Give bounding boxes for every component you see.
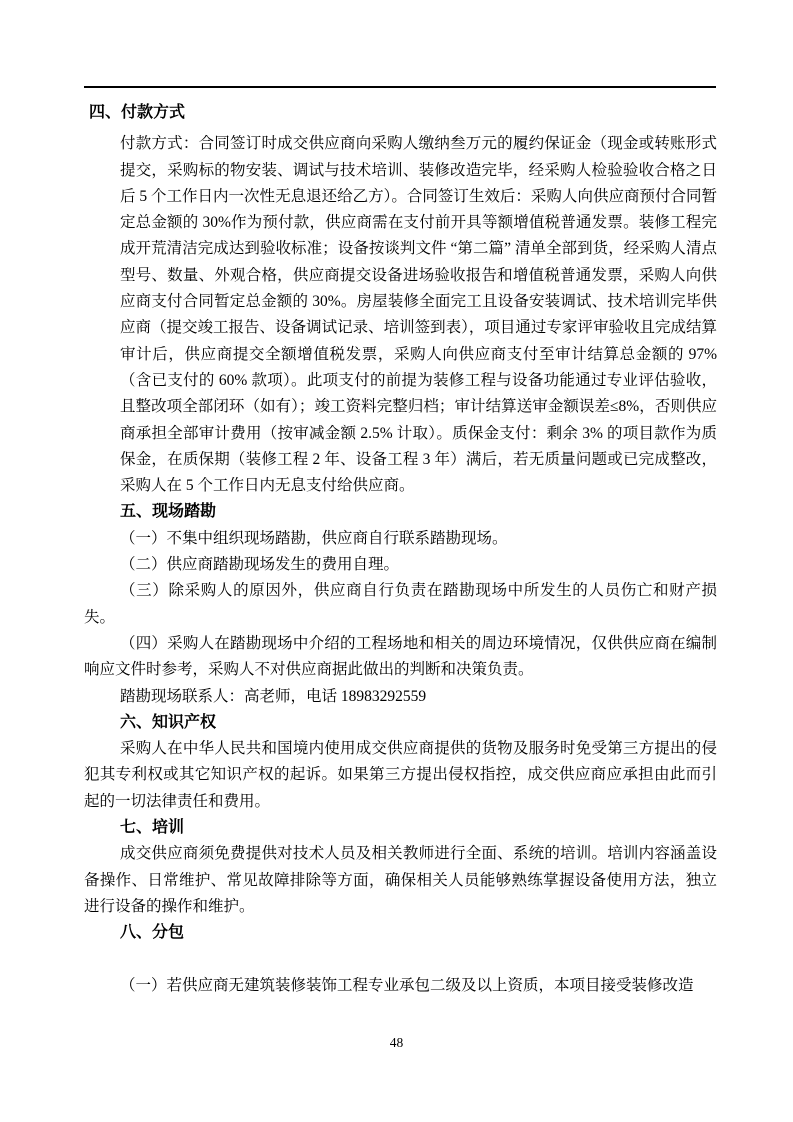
paragraph: 成交供应商须免费提供对技术人员及相关教师进行全面、系统的培训。培训内容涵盖设备操作、日常维护、常见故障排除等方面，确保相关人员能够熟练掌握设备使用方法，独立进行设备的操作和维护。 <box>84 845 717 915</box>
paragraph: （四）采购人在踏勘现场中介绍的工程场地和相关的周边环境情况，仅供供应商在编制响应文件时参考，采购人不对供应商据此做出的判断和决策负责。 <box>84 634 717 679</box>
page-footer <box>0 1034 793 1052</box>
paragraph: 踏勘现场联系人：高老师，电话 18983292559 <box>120 687 427 705</box>
paragraph: （一）不集中组织现场踏勘，供应商自行联系踏勘现场。 <box>120 529 508 547</box>
section-heading: 五、现场踏勘 <box>120 503 217 521</box>
page-number: 48 <box>389 1035 404 1050</box>
document-body <box>84 100 717 999</box>
paragraph: （二）供应商踏勘现场发生的费用自理。 <box>120 556 400 574</box>
header-rule <box>84 86 716 88</box>
section-heading: 四、付款方式 <box>89 104 186 121</box>
paragraph: （三）除采购人的原因外，供应商自行负责在踏勘现场中所发生的人员伤亡和财产损失。 <box>84 582 717 626</box>
paragraph: （一）若供应商无建筑装修装饰工程专业承包二级及以上资质，本项目接受装修改造 <box>120 976 694 994</box>
paragraph: 采购人在中华人民共和国境内使用成交供应商提供的货物及服务时免受第三方提出的侵犯其专利权或其它知识产权的起诉。如果第三方提出侵权指控，成交供应商应承担由此而引起的一切法律责任和费用。 <box>84 740 717 810</box>
paragraph: 付款方式：合同签订时成交供应商向采购人缴纳叁万元的履约保证金（现金或转账形式提交，采购标的物安装、调试与技术培训、装修改造完毕，经采购人检验验收合格之日后 5 个工作日内一次性无息退还给乙方）。合同签订生效后：采购人向供应商预付合同暂定总金额的 30%作为预付款，供应商需在支付前开具等额增值税普通发票。装修工程完成开荒清洁完成达到验收标准；设备按谈判文件 “第二篇” 清单全部到货，经采购人清点型号、数量、外观合格，供应商提交设备进场验收报告和增值税普通发票，采购人向供应商支付合同暂定总金额的 30%。房屋装修全面完工且设备安装调试、技术培训完毕供应商（提交竣工报告、设备调试记录、培训签到表），项目通过专家评审验收且完成结算审计后，供应商提交全额增值税发票，采购人向供应商支付至审计结算总金额的 97%（含已支付的 60% 款项）。此项支付的前提为装修工程与设备功能通过专业评估验收，且整改项全部闭环（如有）；竣工资料完整归档；审计结算送审金额误差≤8%，否则供应商承担全部审计费用（按审减金额 2.5% 计取）。质保金支付：剩余 3% 的项目款作为质保金，在质保期（装修工程 2 年、设备工程 3 年）满后，若无质量问题或已完成整改，采购人在 5 个工作日内无息支付给供应商。 <box>120 135 717 495</box>
section-heading: 八、分包 <box>120 924 185 942</box>
section-heading: 七、培训 <box>120 819 185 837</box>
section-heading: 六、知识产权 <box>120 713 217 731</box>
